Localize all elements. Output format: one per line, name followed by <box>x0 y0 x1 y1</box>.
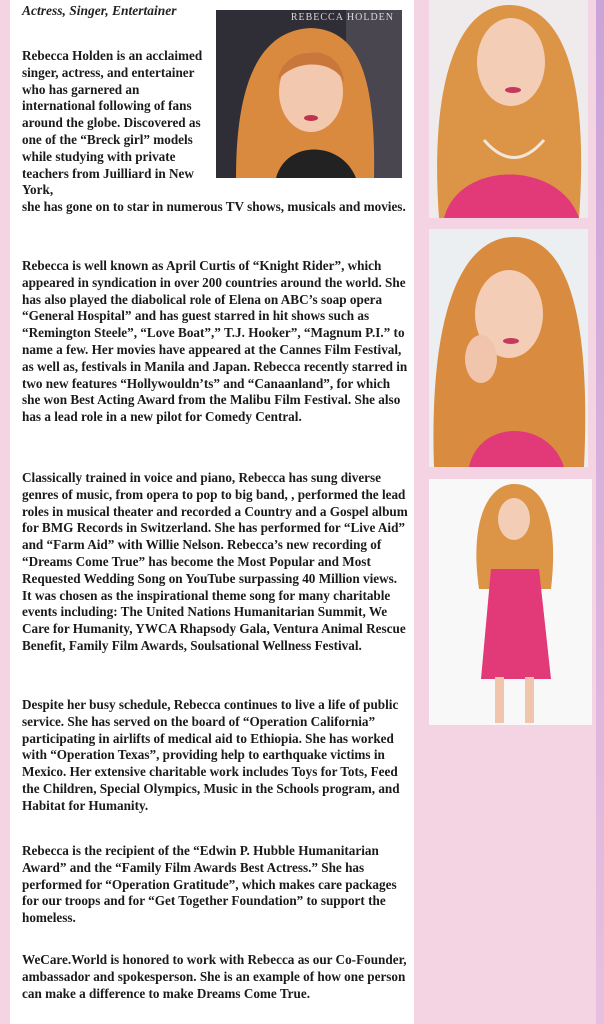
intro-narrow-text: Rebecca Holden is an acclaimed singer, actress, and entertainer who has garnered an international following of fans around the globe. Discovered as one of the “Breck girl” models while studying with private teachers from Juilliard in New York, <box>22 48 203 198</box>
intro-wide-text: she has gone on to star in numerous TV shows, musicals and movies. <box>22 199 406 215</box>
portrait-photo-top <box>216 10 402 178</box>
portrait-photo-right-1 <box>429 0 588 218</box>
page-edge-bar <box>596 0 604 1024</box>
portrait-photo-right-3 <box>429 479 592 725</box>
paragraph-music: Classically trained in voice and piano, Rebecca has sung diverse genres of music, from opera to pop to big band, , performed the lead roles in musical theater and recorded a Country and a Gospel album for BMG Records in Switzerland. She has performed for “Live Aid” and “Farm Aid” with Willie Nelson. Rebecca’s new recording of “Dreams Come True” has become the Most Popular and Most Requested Wedding Song on YouTube surpassing 40 Million views. It was chosen as the inspirational theme song for many charitable events including: The United Nations Humanitarian Summit, We Care for Humanity, YWCA Rhapsody Gala, Ventura Animal Rescue Benefit, Family Film Awards, Soulsational Wellness Festival. <box>22 470 408 653</box>
paragraph-wecare: WeCare.World is honored to work with Rebecca as our Co-Founder, ambassador and spokesperson. She is an example of how one person can make a difference to make Dreams Come True. <box>22 952 407 1001</box>
portrait-image <box>429 229 588 467</box>
portrait-photo-right-2 <box>429 229 588 467</box>
paragraph-service: Despite her busy schedule, Rebecca continues to live a life of public service. She has served on the board of “Operation California” participating in airlifts of medical aid to Ethiopia. She has worked with “Operation Texas”, providing help to earthquake victims in Mexico. Her extensive charitable work includes Toys for Tots, Feed the Children, Special Olympics, Music in the Schools program, and Habitat for Humanity. <box>22 697 400 813</box>
portrait-image <box>216 10 402 178</box>
tagline: Actress, Singer, Entertainer <box>22 3 177 18</box>
portrait-image <box>429 479 592 725</box>
paragraph-awards: Rebecca is the recipient of the “Edwin P. Hubble Humanitarian Award” and the “Family Film Awards Best Actress.” She has performed for “Operation Gratitude”, which makes care packages for our troops and for “Get Together Foundation” to support the homeless. <box>22 843 397 926</box>
watermark: REBECCA HOLDEN <box>290 12 394 23</box>
portrait-image <box>429 0 588 218</box>
paragraph-career: Rebecca is well known as April Curtis of “Knight Rider”, which appeared in syndication in over 200 countries around the world. She has also played the diabolical role of Elena on ABC’s soap opera “General Hospital” and has guest starred in hit shows such as “Remington Steele”, “Love Boat”,” T.J. Hooker”, “Magnum P.I.” to name a few. Her movies have appeared at the Cannes Film Festival, as well as, festivals in Manila and Japan. Rebecca recently starred in two new features “Hollywouldn’ts” and “Canaanland”, for which she won Best Acting Award from the Malibu Film Festival. She also has a lead role in a new pilot for Comedy Central. <box>22 258 408 425</box>
